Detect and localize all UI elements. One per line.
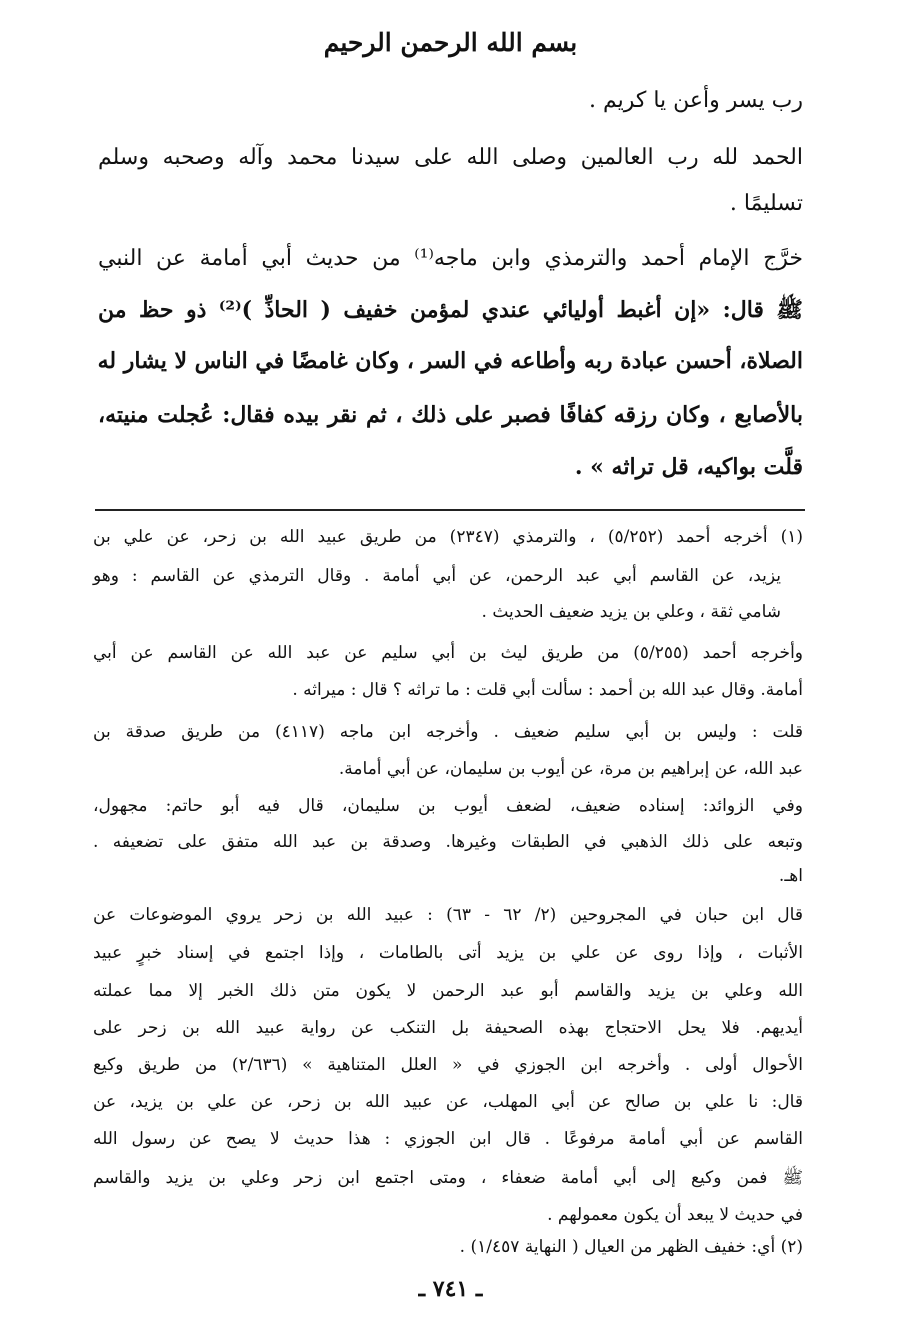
footnote-line: يزيد، عن القاسم أبي عبد الرحمن، عن أبي أمامة . وقال الترمذي عن القاسم : وهو [93, 566, 781, 586]
hadith-text-line: ﷺ قال: «إن أغبط أوليائي عندي لمؤمن خفيف ( الحاذِّ )⁽²⁾ ذو حظ من [98, 297, 803, 323]
footnote-line: الله وعلي بن يزيد والقاسم أبو عبد الرحمن لا يكون متن ذلك الخبر إلا مما عملته [93, 981, 803, 1001]
footnote-divider [95, 509, 805, 511]
hadith-text-line: بالأصابع ، وكان رزقه كفافًا فصبر على ذلك ، ثم نقر بيده فقال: عُجلت منيته، [98, 402, 803, 428]
page-number: ـ ٧٤١ ـ [418, 1276, 483, 1302]
footnote-line: أيديهم. فلا يحل الاحتجاج بهذه الصحيفة بل التنكب عن رواية عبيد الله بن زحر على [93, 1018, 803, 1038]
footnote-line: قال: نا علي بن صالح عن أبي المهلب، عن عبيد الله بن زحر، عن علي بن يزيد، عن [93, 1092, 803, 1112]
footnote-line: قال ابن حبان في المجروحين (٢/ ٦٢ - ٦٣) : عبيد الله بن زحر يروي الموضوعات عن [93, 905, 803, 925]
hadith-text-line: الصلاة، أحسن عبادة ربه وأطاعه في السر ، وكان غامضًا في الناس لا يشار له [97, 348, 803, 374]
main-text-line: رب يسر وأعن يا كريم . [589, 88, 803, 113]
main-text-line: الحمد لله رب العالمين وصلى الله على سيدنا محمد وآله وصحبه وسلم [98, 145, 803, 170]
footnote-line: وتبعه على ذلك الذهبي في الطبقات وغيرها. وصدقة بن عبد الله متفق على تضعيفه . [93, 832, 803, 852]
footnote-line: القاسم عن أبي أمامة مرفوعًا . قال ابن الجوزي : هذا حديث لا يصح عن رسول الله [93, 1129, 803, 1149]
footnote-line: الأثبات ، وإذا روى عن علي بن يزيد أتى بالطامات ، وإذا اجتمع في إسناد خبرٍ عبيد [93, 943, 803, 963]
footnote-line: في حديث لا يبعد أن يكون معمولهم . [547, 1205, 803, 1225]
footnote-line: وفي الزوائد: إسناده ضعيف، لضعف أيوب بن سليمان، قال فيه أبو حاتم: مجهول، [93, 796, 803, 816]
footnote-line: ﷺ فمن وكيع إلى أبي أمامة ضعفاء ، ومتى اجتمع ابن زحر وعلي بن يزيد والقاسم [93, 1168, 803, 1188]
footnote-line: (١) أخرجه أحمد (٥/٢٥٢) ، والترمذي (٢٣٤٧) من طريق عبيد الله بن زحر، عن علي بن [93, 527, 804, 547]
footnote-line: اهـ. [778, 866, 803, 886]
footnote-line: قلت : وليس بن أبي سليم ضعيف . وأخرجه ابن ماجه (٤١١٧) من طريق صدقة بن [93, 722, 803, 742]
main-text-line: تسليمًا . [729, 191, 803, 216]
hadith-text-line: قلَّت بواكيه، قل تراثه » . [574, 454, 803, 480]
main-text-line: خرَّج الإمام أحمد والترمذي وابن ماجه⁽¹⁾ من حديث أبي أمامة عن النبي [98, 246, 804, 271]
footnote-line: أمامة. وقال عبد الله بن أحمد : سألت أبي قلت : ما تراثه ؟ قال : ميراثه . [292, 680, 803, 700]
basmala-heading: بسم الله الرحمن الرحيم [323, 28, 578, 57]
footnote-line: الأحوال أولى . وأخرجه ابن الجوزي في « العلل المتناهية » (٢/٦٣٦) من طريق وكيع [93, 1055, 803, 1075]
footnote-line: وأخرجه أحمد (٥/٢٥٥) من طريق ليث بن أبي سليم عن عبد الله عن القاسم عن أبي [93, 643, 803, 663]
footnote-line: (٢) أي: خفيف الظهر من العيال ( النهاية ١/٤٥٧) . [459, 1237, 803, 1257]
footnote-line: شامي ثقة ، وعلي بن يزيد ضعيف الحديث . [481, 602, 781, 622]
footnote-line: عبد الله، عن إبراهيم بن مرة، عن أيوب بن سليمان، عن أبي أمامة. [338, 759, 803, 779]
